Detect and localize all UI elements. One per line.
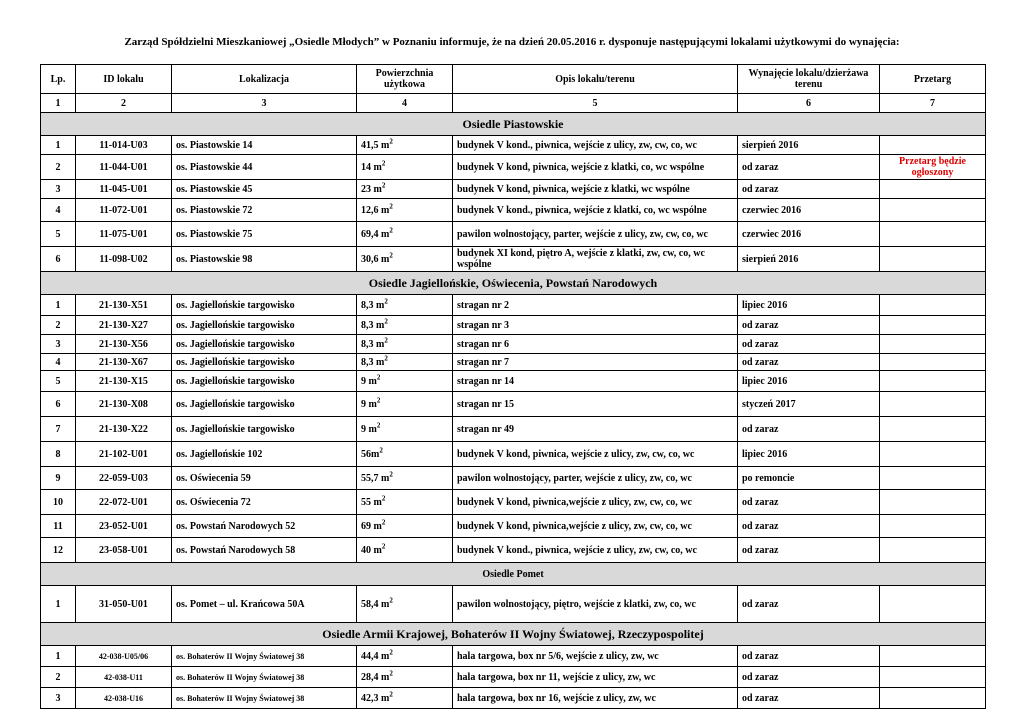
cell-lp: 1 [41, 586, 76, 623]
area-value: 8,3 m [361, 356, 385, 368]
cell-rental: od zaraz [738, 180, 880, 199]
cell-area [357, 667, 453, 688]
cell-description: pawilon wolnostojący, parter, wejście z ulicy, zw, cw, co, wc [453, 222, 738, 247]
area-value: 44,4 m [361, 650, 390, 662]
area-value: 42,3 m [361, 692, 390, 704]
cell-tender [880, 335, 986, 354]
area-value: 9 m [361, 375, 377, 387]
section-title: Osiedle Jagiellońskie, Oświecenia, Powstań Narodowych [41, 272, 986, 295]
col-number: 1 [41, 94, 76, 113]
cell-description: budynek V kond, piwnica, wejście z klatki, co, wc wspólne [453, 155, 738, 180]
table-row [41, 586, 986, 623]
area-unit-exponent: 2 [381, 518, 386, 527]
cell-description: hala targowa, box nr 5/6, wejście z ulicy, zw, wc [453, 646, 738, 667]
area-unit-exponent: 2 [389, 690, 393, 699]
cell-description: budynek XI kond, piętro A, wejście z klatki, zw, cw, co, wc wspólne [453, 247, 738, 272]
cell-area [357, 199, 453, 222]
cell-id: 21-130-X51 [76, 295, 172, 316]
cell-area [357, 222, 453, 247]
cell-area [357, 646, 453, 667]
cell-id: 11-098-U02 [76, 247, 172, 272]
col-number: 2 [76, 94, 172, 113]
cell-tender [880, 316, 986, 335]
cell-location: os. Pomet – ul. Krańcowa 50A [172, 586, 357, 623]
cell-area [357, 180, 453, 199]
table-row [41, 392, 986, 417]
cell-tender [880, 354, 986, 371]
cell-tender [880, 586, 986, 623]
area-value: 55 m [361, 496, 382, 508]
table-row [41, 538, 986, 563]
header-description: Opis lokalu/terenu [453, 65, 738, 94]
cell-tender [880, 417, 986, 442]
cell-rental: styczeń 2017 [738, 392, 880, 417]
cell-tender [880, 538, 986, 563]
cell-tender [880, 392, 986, 417]
table-row [41, 316, 986, 335]
cell-area [357, 467, 453, 490]
section-title: Osiedle Pomet [41, 563, 986, 586]
area-value: 41,5 m [361, 139, 390, 151]
table-row [41, 442, 986, 467]
cell-id: 21-130-X67 [76, 354, 172, 371]
area-value: 28,4 m [361, 671, 390, 683]
area-unit-exponent: 2 [384, 354, 388, 363]
cell-lp: 9 [41, 467, 76, 490]
cell-rental: lipiec 2016 [738, 295, 880, 316]
cell-rental: od zaraz [738, 155, 880, 180]
area-value: 30,6 m [361, 253, 390, 265]
cell-id: 11-045-U01 [76, 180, 172, 199]
table-row [41, 467, 986, 490]
table-row [41, 354, 986, 371]
cell-location: os. Jagiellońskie targowisko [172, 417, 357, 442]
area-unit-exponent: 2 [389, 137, 393, 146]
header-location: Lokalizacja [172, 65, 357, 94]
col-number: 6 [738, 94, 880, 113]
header-rental: Wynajęcie lokalu/dzierżawa terenu [738, 65, 880, 94]
cell-id: 21-130-X15 [76, 371, 172, 392]
cell-area [357, 136, 453, 155]
cell-lp: 3 [41, 335, 76, 354]
cell-location: os. Jagiellońskie targowisko [172, 316, 357, 335]
premises-table [40, 64, 986, 709]
cell-area [357, 371, 453, 392]
area-value: 40 m [361, 544, 382, 556]
cell-rental: od zaraz [738, 515, 880, 538]
table-row [41, 646, 986, 667]
cell-location: os. Piastowskie 75 [172, 222, 357, 247]
cell-rental: od zaraz [738, 538, 880, 563]
cell-id: 11-014-U03 [76, 136, 172, 155]
cell-lp: 3 [41, 688, 76, 709]
area-value: 58,4 m [361, 598, 390, 610]
cell-rental: po remoncie [738, 467, 880, 490]
cell-area [357, 247, 453, 272]
cell-lp: 5 [41, 222, 76, 247]
cell-lp: 4 [41, 199, 76, 222]
cell-location: os. Piastowskie 44 [172, 155, 357, 180]
area-value: 12,6 m [361, 204, 390, 216]
cell-tender [880, 180, 986, 199]
cell-description: budynek V kond, piwnica, wejście z klatki, wc wspólne [453, 180, 738, 199]
area-unit-exponent: 2 [389, 648, 393, 657]
cell-description: hala targowa, box nr 16, wejście z ulicy, zw, wc [453, 688, 738, 709]
cell-id: 31-050-U01 [76, 586, 172, 623]
cell-tender [880, 667, 986, 688]
cell-rental: od zaraz [738, 667, 880, 688]
cell-rental: od zaraz [738, 316, 880, 335]
table-row [41, 515, 986, 538]
section-header-row [41, 623, 986, 646]
cell-rental: od zaraz [738, 490, 880, 515]
cell-location: os. Piastowskie 98 [172, 247, 357, 272]
cell-id: 11-044-U01 [76, 155, 172, 180]
cell-id: 21-130-X56 [76, 335, 172, 354]
cell-tender: Przetarg będzie ogłoszony [880, 155, 986, 180]
cell-tender [880, 515, 986, 538]
cell-location: os. Piastowskie 14 [172, 136, 357, 155]
section-title: Osiedle Piastowskie [41, 113, 986, 136]
cell-id: 21-130-X27 [76, 316, 172, 335]
cell-location: os. Oświecenia 72 [172, 490, 357, 515]
cell-rental: od zaraz [738, 688, 880, 709]
cell-location: os. Powstań Narodowych 58 [172, 538, 357, 563]
area-unit-exponent: 2 [389, 226, 393, 235]
table-row [41, 371, 986, 392]
cell-description: budynek V kond., piwnica, wejście z ulicy, zw, cw, co, wc [453, 538, 738, 563]
table-row [41, 155, 986, 180]
area-unit-exponent: 2 [381, 181, 386, 190]
cell-area [357, 586, 453, 623]
area-value: 23 m [361, 183, 382, 195]
table-row [41, 490, 986, 515]
cell-lp: 12 [41, 538, 76, 563]
header-lp: Lp. [41, 65, 76, 94]
cell-description: stragan nr 49 [453, 417, 738, 442]
area-value: 8,3 m [361, 319, 385, 331]
area-unit-exponent: 2 [376, 421, 381, 430]
table-row [41, 136, 986, 155]
area-unit-exponent: 2 [389, 596, 393, 605]
cell-description: hala targowa, box nr 11, wejście z ulicy, zw, wc [453, 667, 738, 688]
area-unit-exponent: 2 [384, 336, 388, 345]
cell-area [357, 354, 453, 371]
header-area: Powierzchnia użytkowa [357, 65, 453, 94]
cell-tender [880, 467, 986, 490]
area-unit-exponent: 2 [381, 159, 386, 168]
cell-location: os. Powstań Narodowych 52 [172, 515, 357, 538]
cell-id: 42-038-U16 [76, 688, 172, 709]
table-row [41, 247, 986, 272]
cell-rental: czerwiec 2016 [738, 199, 880, 222]
table-row [41, 295, 986, 316]
cell-description: stragan nr 6 [453, 335, 738, 354]
area-unit-exponent: 2 [389, 470, 393, 479]
area-unit-exponent: 2 [376, 396, 381, 405]
cell-lp: 1 [41, 646, 76, 667]
section-header-row [41, 272, 986, 295]
cell-rental: sierpień 2016 [738, 136, 880, 155]
column-number-row [41, 94, 986, 113]
cell-lp: 6 [41, 247, 76, 272]
area-unit-exponent: 2 [381, 542, 386, 551]
cell-lp: 6 [41, 392, 76, 417]
cell-id: 22-072-U01 [76, 490, 172, 515]
cell-description: pawilon wolnostojący, piętro, wejście z klatki, zw, co, wc [453, 586, 738, 623]
cell-location: os. Jagiellońskie targowisko [172, 295, 357, 316]
cell-tender [880, 371, 986, 392]
cell-description: stragan nr 15 [453, 392, 738, 417]
cell-tender [880, 199, 986, 222]
cell-lp: 2 [41, 667, 76, 688]
cell-tender [880, 222, 986, 247]
table-row [41, 335, 986, 354]
cell-tender [880, 688, 986, 709]
cell-location: os. Jagiellońskie targowisko [172, 371, 357, 392]
area-unit-exponent: 2 [384, 317, 388, 326]
cell-location: os. Jagiellońskie targowisko [172, 392, 357, 417]
cell-id: 23-058-U01 [76, 538, 172, 563]
area-value: 55,7 m [361, 472, 390, 484]
cell-rental: od zaraz [738, 335, 880, 354]
table-row [41, 180, 986, 199]
cell-description: budynek V kond, piwnica, wejście z ulicy, zw, cw, co, wc [453, 442, 738, 467]
cell-rental: lipiec 2016 [738, 442, 880, 467]
cell-area [357, 515, 453, 538]
area-value: 8,3 m [361, 299, 385, 311]
cell-lp: 10 [41, 490, 76, 515]
cell-id: 22-059-U03 [76, 467, 172, 490]
cell-lp: 7 [41, 417, 76, 442]
area-value: 56m [361, 448, 380, 460]
cell-description: stragan nr 7 [453, 354, 738, 371]
col-number: 4 [357, 94, 453, 113]
cell-id: 23-052-U01 [76, 515, 172, 538]
header-tender: Przetarg [880, 65, 986, 94]
cell-rental: od zaraz [738, 646, 880, 667]
table-body [41, 113, 986, 709]
header-id: ID lokalu [76, 65, 172, 94]
cell-rental: sierpień 2016 [738, 247, 880, 272]
cell-tender [880, 136, 986, 155]
area-value: 69,4 m [361, 228, 390, 240]
cell-location: os. Oświecenia 59 [172, 467, 357, 490]
area-unit-exponent: 2 [389, 669, 393, 678]
col-number: 7 [880, 94, 986, 113]
cell-tender [880, 442, 986, 467]
table-row [41, 417, 986, 442]
cell-id: 42-038-U05/06 [76, 646, 172, 667]
table-row [41, 688, 986, 709]
cell-rental: od zaraz [738, 417, 880, 442]
cell-location: os. Jagiellońskie targowisko [172, 354, 357, 371]
area-unit-exponent: 2 [379, 446, 383, 455]
table-row [41, 199, 986, 222]
cell-rental: lipiec 2016 [738, 371, 880, 392]
cell-area [357, 442, 453, 467]
cell-lp: 2 [41, 316, 76, 335]
cell-rental: od zaraz [738, 586, 880, 623]
area-value: 9 m [361, 423, 377, 435]
col-number: 3 [172, 94, 357, 113]
cell-description: stragan nr 2 [453, 295, 738, 316]
area-unit-exponent: 2 [384, 297, 388, 306]
cell-location: os. Jagiellońskie targowisko [172, 335, 357, 354]
section-header-row [41, 113, 986, 136]
cell-area [357, 335, 453, 354]
cell-description: budynek V kond, piwnica,wejście z ulicy, zw, cw, co, wc [453, 515, 738, 538]
cell-id: 21-130-X22 [76, 417, 172, 442]
cell-id: 21-102-U01 [76, 442, 172, 467]
cell-id: 21-130-X08 [76, 392, 172, 417]
cell-area [357, 538, 453, 563]
section-title: Osiedle Armii Krajowej, Bohaterów II Wojny Światowej, Rzeczypospolitej [41, 623, 986, 646]
table-row [41, 222, 986, 247]
cell-area [357, 155, 453, 180]
cell-lp: 1 [41, 295, 76, 316]
cell-lp: 5 [41, 371, 76, 392]
cell-id: 11-075-U01 [76, 222, 172, 247]
cell-tender [880, 646, 986, 667]
cell-tender [880, 247, 986, 272]
cell-location: os. Bohaterów II Wojny Światowej 38 [172, 667, 357, 688]
cell-rental: od zaraz [738, 354, 880, 371]
area-value: 69 m [361, 520, 382, 532]
area-value: 8,3 m [361, 338, 385, 350]
cell-area [357, 490, 453, 515]
section-header-row [41, 563, 986, 586]
cell-description: budynek V kond., piwnica, wejście z ulicy, zw, cw, co, wc [453, 136, 738, 155]
cell-description: stragan nr 14 [453, 371, 738, 392]
cell-location: os. Bohaterów II Wojny Światowej 38 [172, 646, 357, 667]
cell-area [357, 417, 453, 442]
cell-tender [880, 295, 986, 316]
cell-area [357, 295, 453, 316]
cell-lp: 11 [41, 515, 76, 538]
cell-area [357, 688, 453, 709]
cell-area [357, 392, 453, 417]
cell-location: os. Bohaterów II Wojny Światowej 38 [172, 688, 357, 709]
cell-description: budynek V kond, piwnica,wejście z ulicy, zw, cw, co, wc [453, 490, 738, 515]
cell-description: stragan nr 3 [453, 316, 738, 335]
cell-location: os. Jagiellońskie 102 [172, 442, 357, 467]
cell-lp: 3 [41, 180, 76, 199]
cell-tender [880, 490, 986, 515]
cell-location: os. Piastowskie 72 [172, 199, 357, 222]
cell-rental: czerwiec 2016 [738, 222, 880, 247]
cell-description: budynek V kond., piwnica, wejście z klatki, co, wc wspólne [453, 199, 738, 222]
cell-id: 42-038-U11 [76, 667, 172, 688]
cell-description: pawilon wolnostojący, parter, wejście z ulicy, zw, co, wc [453, 467, 738, 490]
area-unit-exponent: 2 [376, 373, 381, 382]
cell-lp: 4 [41, 354, 76, 371]
table-row [41, 667, 986, 688]
area-unit-exponent: 2 [389, 251, 393, 260]
cell-lp: 1 [41, 136, 76, 155]
cell-location: os. Piastowskie 45 [172, 180, 357, 199]
area-unit-exponent: 2 [389, 202, 393, 211]
cell-lp: 2 [41, 155, 76, 180]
cell-id: 11-072-U01 [76, 199, 172, 222]
cell-lp: 8 [41, 442, 76, 467]
area-unit-exponent: 2 [381, 494, 386, 503]
col-number: 5 [453, 94, 738, 113]
area-value: 9 m [361, 398, 377, 410]
cell-area [357, 316, 453, 335]
header-row [41, 65, 986, 94]
page-title: Zarząd Spółdzielni Mieszkaniowej „Osiedle Młodych” w Poznaniu informuje, że na dzień 20.05.2016 r. dysponuje następującymi lokalami użytkowymi do wynajęcia: [124, 36, 900, 48]
area-value: 14 m [361, 161, 382, 173]
